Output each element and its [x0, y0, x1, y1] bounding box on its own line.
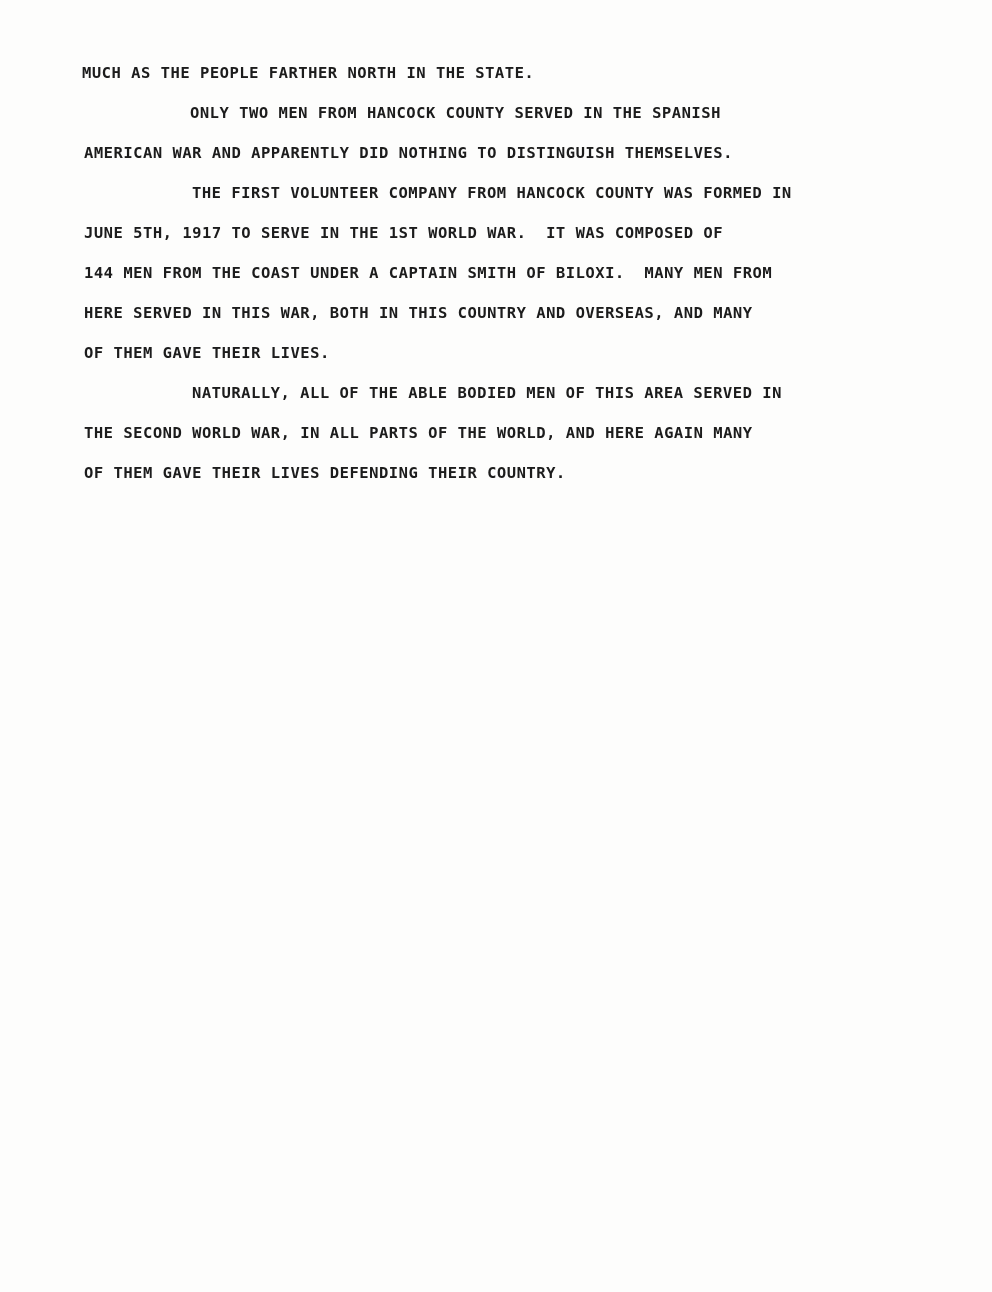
- typed-text-body: [0, 0, 992, 520]
- text-line: THE SECOND WORLD WAR, IN ALL PARTS OF THE WORLD, AND HERE AGAIN MANY: [84, 424, 753, 442]
- text-line: ONLY TWO MEN FROM HANCOCK COUNTY SERVED IN THE SPANISH: [190, 104, 721, 122]
- text-line: OF THEM GAVE THEIR LIVES DEFENDING THEIR COUNTRY.: [84, 464, 566, 482]
- text-line: JUNE 5TH, 1917 TO SERVE IN THE 1ST WORLD WAR. IT WAS COMPOSED OF: [84, 224, 724, 242]
- text-line: 144 MEN FROM THE COAST UNDER A CAPTAIN SMITH OF BILOXI. MANY MEN FROM: [84, 264, 773, 282]
- text-line: OF THEM GAVE THEIR LIVES.: [84, 344, 330, 362]
- text-line: AMERICAN WAR AND APPARENTLY DID NOTHING TO DISTINGUISH THEMSELVES.: [84, 144, 733, 162]
- text-line: THE FIRST VOLUNTEER COMPANY FROM HANCOCK COUNTY WAS FORMED IN: [192, 184, 792, 202]
- text-line: HERE SERVED IN THIS WAR, BOTH IN THIS COUNTRY AND OVERSEAS, AND MANY: [84, 304, 753, 322]
- text-line: NATURALLY, ALL OF THE ABLE BODIED MEN OF THIS AREA SERVED IN: [192, 384, 782, 402]
- text-line: MUCH AS THE PEOPLE FARTHER NORTH IN THE STATE.: [82, 64, 535, 82]
